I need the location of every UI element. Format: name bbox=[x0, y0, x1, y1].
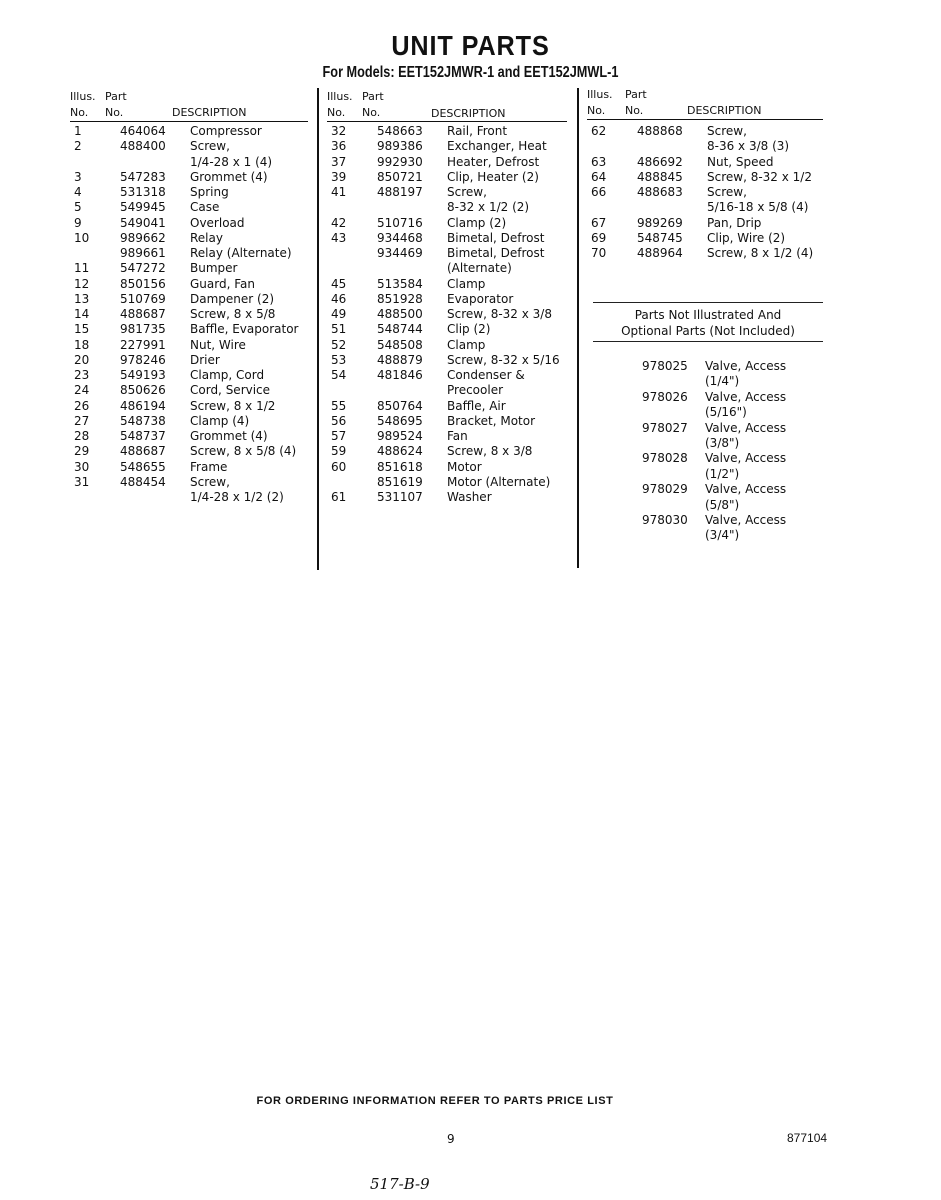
part-number: 513584 bbox=[377, 276, 423, 291]
illus-number: 60 bbox=[331, 459, 347, 474]
optional-part-description: Valve, Access bbox=[705, 451, 787, 466]
parts-row bbox=[587, 231, 823, 246]
illus-no-label: No. bbox=[70, 106, 89, 119]
optional-part-size: (3/4") bbox=[705, 528, 740, 543]
part-description: Spring bbox=[190, 185, 229, 199]
optional-part-number: 978027 bbox=[642, 420, 688, 435]
parts-row bbox=[70, 444, 308, 459]
part-number: 934468 bbox=[377, 230, 423, 245]
part-description: (Alternate) bbox=[447, 261, 512, 276]
parts-row bbox=[70, 307, 308, 322]
parts-row bbox=[327, 277, 567, 292]
optional-part-number: 978029 bbox=[642, 482, 688, 497]
part-description: Bimetal, Defrost bbox=[447, 230, 545, 245]
illus-number: 2 bbox=[74, 139, 82, 154]
part-number: 851618 bbox=[377, 459, 423, 474]
part-description: Clamp (4) bbox=[190, 413, 250, 428]
section-rule-top bbox=[593, 302, 823, 303]
illus-number: 20 bbox=[74, 352, 90, 367]
illus-number: 52 bbox=[331, 337, 347, 352]
part-description: Rail, Front bbox=[447, 124, 508, 138]
parts-row bbox=[587, 246, 823, 261]
part-number: 488687 bbox=[120, 444, 166, 459]
parts-row bbox=[70, 322, 308, 337]
part-description: Fan bbox=[447, 429, 468, 443]
optional-part-description: Valve, Access bbox=[705, 420, 787, 435]
optional-part-size: (1/2") bbox=[705, 466, 740, 481]
optional-part-size: (3/8") bbox=[705, 436, 740, 450]
part-number: 548695 bbox=[377, 413, 423, 428]
not-illustrated-heading-line2: Optional Parts (Not Included) bbox=[621, 324, 795, 338]
illus-number: 61 bbox=[331, 490, 347, 504]
parts-row bbox=[327, 429, 567, 444]
column-header bbox=[70, 88, 308, 124]
part-description: Bumper bbox=[190, 261, 238, 276]
illus-label: Illus. bbox=[327, 90, 353, 103]
part-description: Screw, 8 x 5/8 bbox=[190, 307, 276, 321]
part-number: 488197 bbox=[377, 185, 423, 199]
optional-part-number: 978025 bbox=[642, 359, 688, 373]
illus-number: 29 bbox=[74, 444, 90, 459]
parts-row bbox=[587, 139, 823, 154]
parts-row bbox=[70, 139, 308, 154]
parts-row bbox=[70, 475, 308, 490]
part-label: Part bbox=[625, 88, 647, 101]
optional-part-number: 978026 bbox=[642, 389, 688, 404]
part-number: 989269 bbox=[637, 215, 683, 230]
parts-row bbox=[327, 475, 567, 490]
part-description: Motor (Alternate) bbox=[447, 474, 551, 489]
illus-number: 4 bbox=[74, 185, 82, 199]
not-illustrated-heading bbox=[593, 307, 823, 339]
parts-row bbox=[70, 246, 308, 261]
optional-part-number: 978030 bbox=[642, 513, 688, 527]
part-number: 850721 bbox=[377, 169, 423, 184]
parts-row bbox=[327, 414, 567, 429]
parts-row bbox=[587, 185, 823, 200]
illus-number: 32 bbox=[331, 124, 347, 138]
column-header bbox=[327, 88, 567, 124]
parts-row bbox=[587, 200, 823, 215]
part-number: 548744 bbox=[377, 322, 423, 337]
column-divider bbox=[317, 88, 319, 570]
part-description: Clip, Heater (2) bbox=[447, 169, 539, 184]
illus-number: 45 bbox=[331, 276, 347, 291]
parts-row bbox=[70, 383, 308, 398]
part-description: 8-32 x 1/2 (2) bbox=[447, 200, 530, 215]
part-description: Overload bbox=[190, 215, 245, 230]
part-description: Relay bbox=[190, 230, 223, 245]
illus-number: 67 bbox=[591, 215, 607, 230]
part-description: Screw, 8 x 1/2 bbox=[190, 398, 276, 413]
part-number: 488500 bbox=[377, 307, 423, 321]
part-description: Screw, 8-32 x 1/2 bbox=[707, 169, 812, 184]
part-description: Clip, Wire (2) bbox=[707, 230, 786, 245]
part-number: 978246 bbox=[120, 352, 166, 367]
part-description: Frame bbox=[190, 459, 228, 474]
optional-part-size: (1/4") bbox=[705, 374, 740, 389]
illus-number: 30 bbox=[74, 459, 90, 474]
part-description: 1/4-28 x 1/2 (2) bbox=[190, 490, 284, 504]
illus-number: 70 bbox=[591, 246, 607, 260]
illus-number: 57 bbox=[331, 429, 347, 443]
part-description: Screw, bbox=[190, 474, 230, 489]
parts-row bbox=[327, 322, 567, 337]
part-number: 547272 bbox=[120, 261, 166, 276]
parts-row bbox=[327, 460, 567, 475]
parts-row bbox=[327, 231, 567, 246]
illus-number: 66 bbox=[591, 185, 607, 199]
parts-row bbox=[70, 231, 308, 246]
part-number: 531318 bbox=[120, 185, 166, 199]
optional-part-description: Valve, Access bbox=[705, 359, 787, 373]
illus-number: 1 bbox=[74, 124, 82, 138]
part-number: 510769 bbox=[120, 291, 166, 306]
illus-label: Illus. bbox=[587, 88, 613, 101]
part-number: 464064 bbox=[120, 124, 166, 138]
illus-number: 36 bbox=[331, 139, 347, 154]
illus-number: 5 bbox=[74, 200, 82, 215]
column-divider bbox=[577, 88, 579, 568]
illus-number: 37 bbox=[331, 154, 347, 169]
part-number: 850764 bbox=[377, 398, 423, 413]
page-title: UNIT PARTS bbox=[391, 30, 550, 61]
illus-number: 63 bbox=[591, 154, 607, 169]
part-description: Screw, 8 x 5/8 (4) bbox=[190, 444, 297, 459]
parts-row bbox=[70, 368, 308, 383]
illus-number: 27 bbox=[74, 413, 90, 428]
part-description: Relay (Alternate) bbox=[190, 246, 292, 260]
part-number: 488845 bbox=[637, 169, 683, 184]
parts-row bbox=[327, 338, 567, 353]
part-no-label: No. bbox=[362, 106, 381, 119]
illus-number: 41 bbox=[331, 185, 347, 199]
part-description: Guard, Fan bbox=[190, 276, 255, 291]
optional-part-description: Valve, Access bbox=[705, 482, 787, 497]
part-description: Precooler bbox=[447, 383, 504, 398]
parts-row bbox=[327, 490, 567, 505]
part-number: 488683 bbox=[637, 185, 683, 199]
optional-part-description: Valve, Access bbox=[705, 389, 787, 404]
part-label: Part bbox=[362, 90, 384, 103]
parts-row bbox=[327, 170, 567, 185]
part-description: Baffle, Evaporator bbox=[190, 322, 299, 337]
parts-row bbox=[70, 414, 308, 429]
optional-part-description: Valve, Access bbox=[705, 513, 787, 527]
part-number: 488879 bbox=[377, 352, 423, 367]
part-description: Cord, Service bbox=[190, 383, 271, 398]
parts-row bbox=[70, 155, 308, 170]
page-number: 9 bbox=[447, 1132, 455, 1146]
part-number: 548738 bbox=[120, 413, 166, 428]
parts-row bbox=[587, 216, 823, 231]
part-number: 510716 bbox=[377, 215, 423, 230]
illus-number: 3 bbox=[74, 169, 82, 184]
part-number: 486194 bbox=[120, 398, 166, 413]
document-number: 877104 bbox=[787, 1131, 828, 1145]
parts-row bbox=[70, 185, 308, 200]
part-description: Clamp bbox=[447, 276, 486, 291]
part-number: 549041 bbox=[120, 215, 166, 230]
parts-row bbox=[327, 368, 567, 383]
illus-number: 43 bbox=[331, 230, 347, 245]
parts-row bbox=[587, 170, 823, 185]
parts-row bbox=[70, 170, 308, 185]
part-description: 8-36 x 3/8 (3) bbox=[707, 139, 790, 154]
models-subtitle: For Models: EET152JMWR-1 and EET152JMWL-1 bbox=[322, 64, 619, 81]
part-number: 549193 bbox=[120, 368, 166, 382]
part-description: Screw, bbox=[707, 124, 747, 138]
part-number: 850626 bbox=[120, 383, 166, 398]
parts-row bbox=[327, 124, 567, 139]
part-label: Part bbox=[105, 90, 127, 103]
part-description: Bimetal, Defrost bbox=[447, 246, 545, 260]
part-no-label: No. bbox=[105, 106, 124, 119]
illus-number: 55 bbox=[331, 398, 347, 413]
parts-row bbox=[70, 460, 308, 475]
illus-number: 26 bbox=[74, 398, 90, 413]
part-number: 548745 bbox=[637, 230, 683, 245]
part-description: Exchanger, Heat bbox=[447, 139, 547, 154]
parts-row bbox=[70, 338, 308, 353]
illus-number: 23 bbox=[74, 368, 90, 382]
part-number: 981735 bbox=[120, 322, 166, 337]
part-number: 488964 bbox=[637, 246, 683, 260]
part-description: Baffle, Air bbox=[447, 398, 506, 413]
part-description: Condenser & bbox=[447, 368, 525, 382]
part-description: Clamp, Cord bbox=[190, 368, 265, 382]
part-number: 548737 bbox=[120, 429, 166, 443]
handwritten-note: 517-B-9 bbox=[370, 1175, 430, 1193]
part-description: Evaporator bbox=[447, 291, 514, 306]
illus-number: 49 bbox=[331, 307, 347, 321]
illus-number: 42 bbox=[331, 215, 347, 230]
illus-number: 62 bbox=[591, 124, 607, 138]
part-number: 488687 bbox=[120, 307, 166, 321]
part-number: 989524 bbox=[377, 429, 423, 443]
part-number: 549945 bbox=[120, 200, 166, 215]
part-number: 488868 bbox=[637, 124, 683, 138]
part-number: 227991 bbox=[120, 337, 166, 352]
illus-number: 56 bbox=[331, 413, 347, 428]
part-number: 934469 bbox=[377, 246, 423, 260]
parts-row bbox=[327, 261, 567, 276]
optional-part-size: (5/16") bbox=[705, 405, 747, 420]
part-description: Screw, bbox=[447, 185, 487, 199]
description-label: DESCRIPTION bbox=[687, 104, 762, 117]
part-description: Screw, 8 x 1/2 (4) bbox=[707, 246, 814, 260]
part-number: 989661 bbox=[120, 246, 166, 260]
parts-list bbox=[70, 124, 308, 505]
parts-row bbox=[70, 216, 308, 231]
parts-row bbox=[327, 200, 567, 215]
part-description: Compressor bbox=[190, 124, 262, 138]
illus-label: Illus. bbox=[70, 90, 96, 103]
parts-row bbox=[70, 399, 308, 414]
part-number: 548655 bbox=[120, 459, 166, 474]
illus-number: 69 bbox=[591, 230, 607, 245]
parts-row bbox=[70, 261, 308, 276]
part-description: Clamp (2) bbox=[447, 215, 507, 230]
part-number: 850156 bbox=[120, 276, 166, 291]
part-number: 851619 bbox=[377, 474, 423, 489]
illus-number: 53 bbox=[331, 352, 347, 367]
illus-number: 9 bbox=[74, 215, 82, 230]
parts-row bbox=[327, 185, 567, 200]
part-description: 1/4-28 x 1 (4) bbox=[190, 154, 273, 169]
part-number: 851928 bbox=[377, 291, 423, 306]
illus-number: 12 bbox=[74, 276, 90, 291]
part-number: 486692 bbox=[637, 154, 683, 169]
illus-number: 18 bbox=[74, 337, 90, 352]
header-rule bbox=[327, 121, 567, 122]
part-description: Washer bbox=[447, 490, 492, 504]
part-description: Grommet (4) bbox=[190, 429, 268, 443]
illus-number: 28 bbox=[74, 429, 90, 443]
parts-row bbox=[327, 292, 567, 307]
part-description: Motor bbox=[447, 459, 482, 474]
illus-number: 13 bbox=[74, 291, 90, 306]
part-number: 488454 bbox=[120, 474, 166, 489]
part-number: 488400 bbox=[120, 139, 166, 154]
illus-no-label: No. bbox=[327, 106, 346, 119]
parts-row bbox=[327, 399, 567, 414]
illus-number: 24 bbox=[74, 383, 90, 398]
part-description: Pan, Drip bbox=[707, 215, 762, 230]
parts-list bbox=[587, 124, 823, 261]
part-number: 989386 bbox=[377, 139, 423, 154]
part-description: Clamp bbox=[447, 337, 486, 352]
parts-row bbox=[327, 246, 567, 261]
part-description: Screw, 8 x 3/8 bbox=[447, 444, 533, 459]
parts-row bbox=[587, 124, 823, 139]
illus-number: 14 bbox=[74, 307, 90, 321]
illus-number: 31 bbox=[74, 474, 90, 489]
part-number: 992930 bbox=[377, 154, 423, 169]
part-no-label: No. bbox=[625, 104, 644, 117]
illus-number: 10 bbox=[74, 230, 90, 245]
part-description: Grommet (4) bbox=[190, 169, 268, 184]
parts-column-3 bbox=[587, 88, 823, 261]
parts-row bbox=[70, 353, 308, 368]
part-number: 481846 bbox=[377, 368, 423, 382]
parts-row bbox=[327, 307, 567, 322]
part-description: 5/16-18 x 5/8 (4) bbox=[707, 200, 809, 215]
illus-number: 54 bbox=[331, 368, 347, 382]
parts-row bbox=[327, 216, 567, 231]
parts-row bbox=[327, 383, 567, 398]
parts-row bbox=[327, 353, 567, 368]
part-description: Drier bbox=[190, 352, 220, 367]
part-number: 548508 bbox=[377, 337, 423, 352]
header-rule bbox=[587, 119, 823, 120]
parts-row bbox=[327, 155, 567, 170]
illus-number: 11 bbox=[74, 261, 90, 276]
part-description: Clip (2) bbox=[447, 322, 491, 337]
parts-row bbox=[70, 200, 308, 215]
optional-part-number: 978028 bbox=[642, 451, 688, 466]
part-description: Screw, 8-32 x 3/8 bbox=[447, 307, 552, 321]
not-illustrated-heading-line1: Parts Not Illustrated And bbox=[634, 308, 782, 322]
column-header bbox=[587, 88, 823, 124]
part-description: Nut, Speed bbox=[707, 154, 774, 169]
parts-row bbox=[327, 444, 567, 459]
illus-number: 64 bbox=[591, 169, 607, 184]
part-description: Dampener (2) bbox=[190, 291, 275, 306]
part-number: 531107 bbox=[377, 490, 423, 504]
ordering-note: FOR ORDERING INFORMATION REFER TO PARTS PRICE LIST bbox=[256, 1095, 614, 1107]
header-rule bbox=[70, 121, 308, 122]
parts-row bbox=[70, 429, 308, 444]
parts-row bbox=[70, 124, 308, 139]
part-number: 989662 bbox=[120, 230, 166, 245]
part-description: Screw, bbox=[707, 185, 747, 199]
description-label: DESCRIPTION bbox=[172, 106, 247, 119]
parts-row bbox=[70, 490, 308, 505]
part-description: Case bbox=[190, 200, 220, 215]
illus-number: 59 bbox=[331, 444, 347, 459]
part-description: Nut, Wire bbox=[190, 337, 246, 352]
parts-column-1 bbox=[70, 88, 308, 505]
illus-number: 51 bbox=[331, 322, 347, 337]
part-number: 547283 bbox=[120, 169, 166, 184]
parts-column-2 bbox=[327, 88, 567, 505]
part-number: 548663 bbox=[377, 124, 423, 138]
illus-number: 46 bbox=[331, 291, 347, 306]
parts-list bbox=[327, 124, 567, 505]
part-description: Screw, bbox=[190, 139, 230, 154]
part-description: Bracket, Motor bbox=[447, 413, 536, 428]
optional-part-size: (5/8") bbox=[705, 497, 740, 512]
parts-row bbox=[327, 139, 567, 154]
illus-number: 39 bbox=[331, 169, 347, 184]
parts-row bbox=[587, 155, 823, 170]
part-number: 488624 bbox=[377, 444, 423, 459]
illus-number: 15 bbox=[74, 322, 90, 337]
part-description: Heater, Defrost bbox=[447, 154, 540, 169]
parts-row bbox=[70, 277, 308, 292]
description-label: DESCRIPTION bbox=[431, 107, 506, 120]
section-rule-bottom bbox=[593, 341, 823, 342]
parts-row bbox=[70, 292, 308, 307]
part-description: Screw, 8-32 x 5/16 bbox=[447, 352, 560, 367]
illus-no-label: No. bbox=[587, 104, 606, 117]
